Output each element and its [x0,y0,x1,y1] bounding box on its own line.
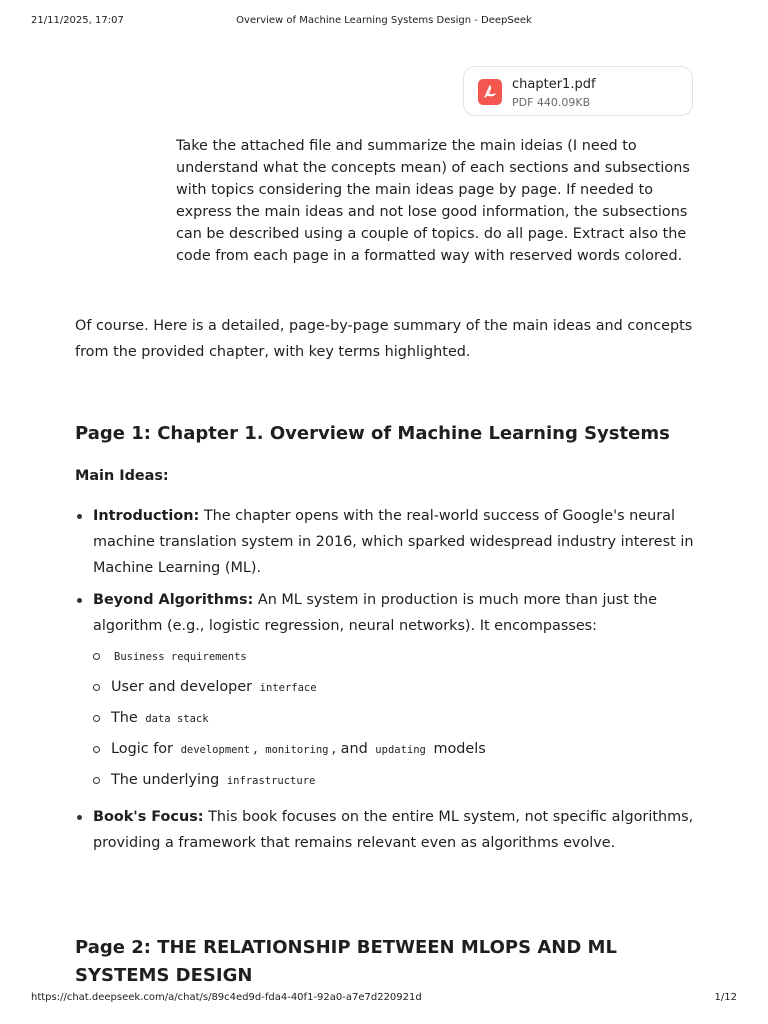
bullet-text: An ML system in production is much more than just the algorithm (e.g., logistic regression, neural networks). It encompasses: [93,592,657,634]
print-footer [0,992,768,1008]
inline-code: development [180,744,251,756]
sub-item-text: models [433,741,486,757]
bullet-term: Beyond Algorithms: [93,592,254,608]
list-item [75,503,695,581]
user-message-text: Take the attached file and summarize the main ideias (I need to understand what the concepts mean) of each sections and subsections with topics considering the main ideas page by page. If needed to express the main ideas and not lose good information, the subsections can be described using a couple of topics. do all page. Extract also the code from each page in a formatted way with reserved words colored. [176,138,690,264]
bullet-text: The chapter opens with the real-world success of Google's neural machine translation system in 2016, which sparked widespread industry interest in Machine Learning (ML). [93,508,694,576]
inline-code: infrastructure [226,775,316,787]
bullet-term: Introduction: [93,508,200,524]
bullet-text: This book focuses on the entire ML system, not specific algorithms, providing a framework that remains relevant even as algorithms evolve. [93,809,694,851]
print-url: https://chat.deepseek.com/a/chat/s/89c4ed9d-fda4-40f1-92a0-a7e7d220921d [31,992,422,1003]
print-date: 21/11/2025, 17:07 [31,15,124,26]
inline-code: Business requirements [114,651,247,663]
pdf-file-icon [478,79,502,105]
sub-item-separator: , and [331,741,368,757]
inline-code: interface [259,682,317,694]
sub-list-item [93,736,695,767]
sub-item-text: The underlying [111,772,220,788]
print-page-number: 1/12 [714,992,737,1003]
main-ideas-label: Main Ideas: [75,468,169,484]
print-header [0,15,768,31]
inline-code: data stack [145,713,209,725]
sub-list-item [93,767,695,798]
print-page-title: Overview of Machine Learning Systems Design - DeepSeek [236,15,532,26]
sub-list-item [93,705,695,736]
main-ideas-list [75,503,695,862]
section-heading-page-1: Page 1: Chapter 1. Overview of Machine Learning Systems [75,423,670,444]
sub-item-text: The [111,710,138,726]
sub-item-separator: , [253,741,258,757]
inline-code: monitoring [265,744,329,756]
attachment-meta: PDF 440.09KB [512,96,591,109]
section-heading-page-2: Page 2: THE RELATIONSHIP BETWEEN MLOPS AND ML SYSTEMS DESIGN [75,937,617,986]
assistant-response [75,313,695,986]
user-message [176,135,696,267]
attachment-filename: chapter1.pdf [512,77,596,92]
bullet-term: Book's Focus: [93,809,204,825]
sub-item-text: Logic for [111,741,173,757]
sub-list [93,643,695,798]
sub-list-item [93,643,695,674]
list-item [75,587,695,798]
response-intro: Of course. Here is a detailed, page-by-page summary of the main ideas and concepts from the provided chapter, with key terms highlighted. [75,318,693,360]
sub-item-text: User and developer [111,679,253,695]
attachment-card[interactable] [463,66,693,116]
list-item [75,804,695,856]
inline-code: updating [375,744,426,756]
sub-list-item [93,674,695,705]
